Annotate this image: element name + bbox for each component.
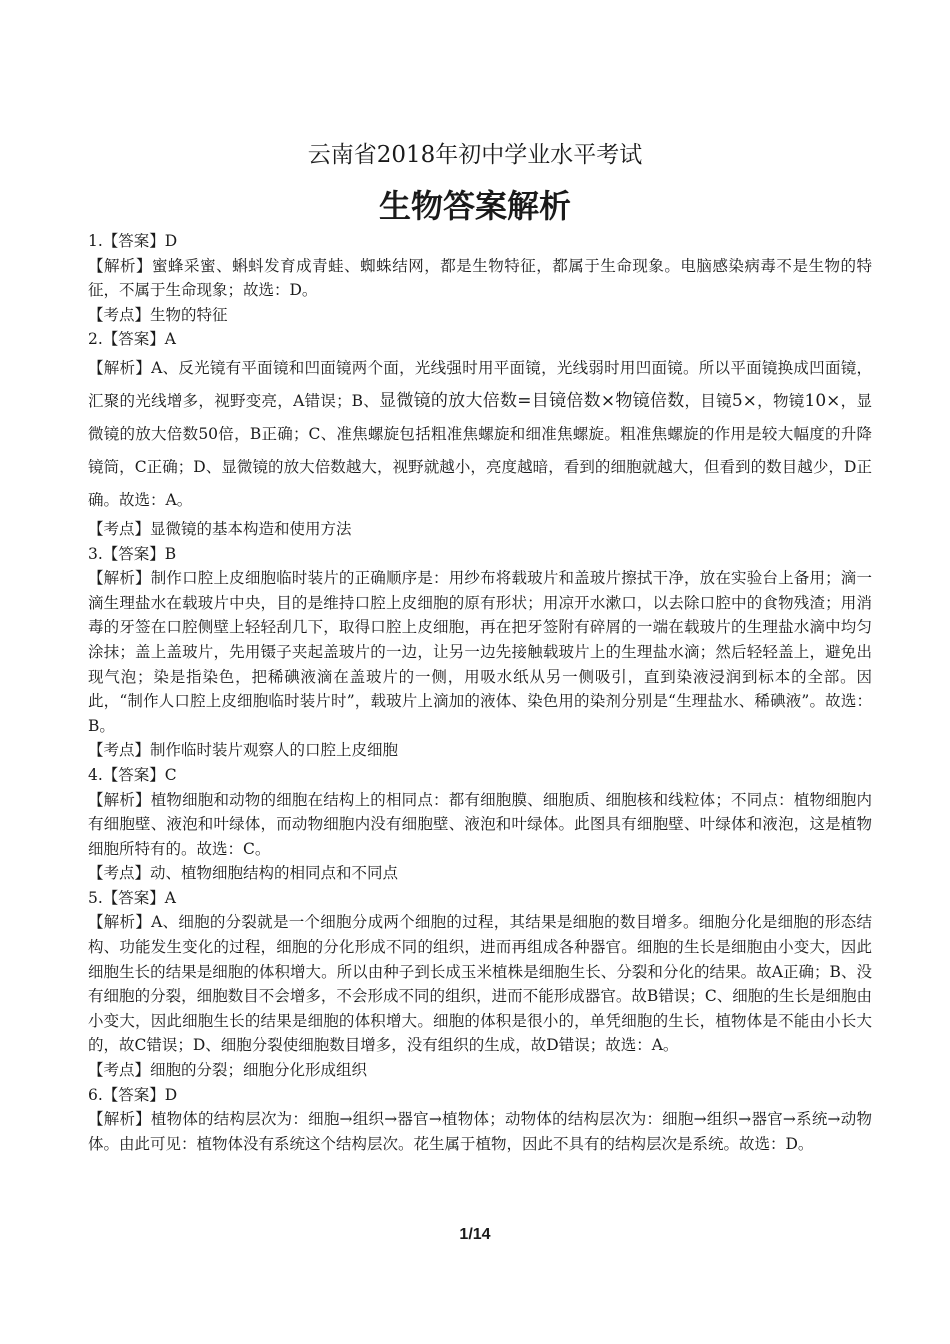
q4-analysis: 【解析】植物细胞和动物的细胞在结构上的相同点：都有细胞膜、细胞质、细胞核和线粒体；不同点：植物细胞内有细胞壁、液泡和叶绿体，而动物细胞内没有细胞壁、液泡和叶绿体。此图具有细胞壁、叶绿体和液泡，这是植物细胞所特有的。故选：C。 <box>88 790 872 858</box>
document-body <box>88 229 872 1156</box>
q2-analysis <box>88 352 872 517</box>
q2-analysis-part-d: ，显微镜的放大倍数50倍，B正确；C、准焦螺旋包括粗准焦螺旋和细准焦螺旋。粗准焦螺旋的作用是较大幅度的升降镜筒，C正确；D、显微镜的放大倍数越大，视野就越小，亮度越暗，看到的细胞就越大，但看到的数目越少，D正确。故选：A。 <box>88 391 872 509</box>
q5-point: 【考点】细胞的分裂；细胞分化形成组织 <box>88 1061 368 1080</box>
q3-analysis: 【解析】制作口腔上皮细胞临时装片的正确顺序是：用纱布将载玻片和盖玻片擦拭干净，放在实验台上备用；滴一滴生理盐水在载玻片中央，目的是维持口腔上皮细胞的原有形状；用凉开水漱口，以去除口腔中的食物残渣；用消毒的牙签在口腔侧壁上轻轻刮几下，取得口腔上皮细胞，再在把牙签附有碎屑的一端在载玻片的生理盐水滴中均匀涂抹；盖上盖玻片，先用镊子夹起盖玻片的一边，让另一边先接触载玻片上的生理盐水滴；然后轻轻盖上，避免出现气泡；染是指染色，把稀碘液滴在盖玻片的一侧，用吸水纸从另一侧吸引，直到染液浸润到标本的全部。因此，“制作人口腔上皮细胞临时装片时”，载玻片上滴加的液体、染色用的染剂分别是“生理盐水、稀碘液”。故选：B。 <box>88 569 872 735</box>
q2-point: 【考点】显微镜的基本构造和使用方法 <box>88 519 352 538</box>
document-subtitle: 生物答案解析 <box>378 187 571 225</box>
q3-answer: 3.【答案】B <box>88 544 177 563</box>
page-number: 1/14 <box>459 1226 491 1243</box>
q2-analysis-part-c: ，物镜 <box>756 391 805 410</box>
q2-analysis-part-b: ，目镜 <box>684 391 732 410</box>
q4-point: 【考点】动、植物细胞结构的相同点和不同点 <box>88 864 399 883</box>
q6-answer: 6.【答案】D <box>88 1085 178 1104</box>
document-title: 云南省2018年初中学业水平考试 <box>307 142 643 168</box>
q1-analysis: 【解析】蜜蜂采蜜、蝌蚪发育成青蛙、蜘蛛结网，都是生物特征，都属于生命现象。电脑感染病毒不是生物的特征，不属于生命现象；故选：D。 <box>88 256 872 300</box>
q5-answer: 5.【答案】A <box>88 888 176 907</box>
objective-magnification: 10× <box>804 390 841 411</box>
q4-answer: 4.【答案】C <box>88 765 177 784</box>
q1-answer: 1.【答案】D <box>88 232 178 250</box>
q2-analysis-part-a: 【解析】A、反光镜有平面镜和凹面镜两个面，光线强时用平面镜，光线弱时用凹面镜。所以平面镜换成凹面镜，汇聚的光线增多，视野变亮，A错误；B、 <box>88 358 872 410</box>
q2-answer: 2.【答案】A <box>88 330 176 349</box>
ocular-magnification: 5× <box>731 390 757 411</box>
magnification-formula: 显微镜的放大倍数=目镜倍数×物镜倍数 <box>379 390 685 411</box>
q3-point: 【考点】制作临时装片观察人的口腔上皮细胞 <box>88 741 399 760</box>
q6-analysis: 【解析】植物体的结构层次为：细胞→组织→器官→植物体；动物体的结构层次为：细胞→组织→器官→系统→动物体。由此可见：植物体没有系统这个结构层次。花生属于植物，因此不具有的结构层次是系统。故选：D。 <box>88 1110 872 1153</box>
q5-analysis: 【解析】A、细胞的分裂就是一个细胞分成两个细胞的过程，其结果是细胞的数目增多。细胞分化是细胞的形态结构、功能发生变化的过程，细胞的分化形成不同的组织，进而再组成各种器官。细胞的生长是细胞由小变大，因此细胞生长的结果是细胞的体积增大。所以由种子到长成玉米植株是细胞生长、分裂和分化的结果。故A正确；B、没有细胞的分裂，细胞数目不会增多，不会形成不同的组织，进而不能形成器官。故B错误；C、细胞的生长是细胞由小变大，因此细胞生长的结果是细胞的体积增大。细胞的体积是很小的，单凭细胞的生长，植物体是不能由小长大的，故C错误；D、细胞分裂使细胞数目增多，没有组织的生成，故D错误；故选：A。 <box>88 913 872 1055</box>
q1-point: 【考点】生物的特征 <box>88 305 228 324</box>
